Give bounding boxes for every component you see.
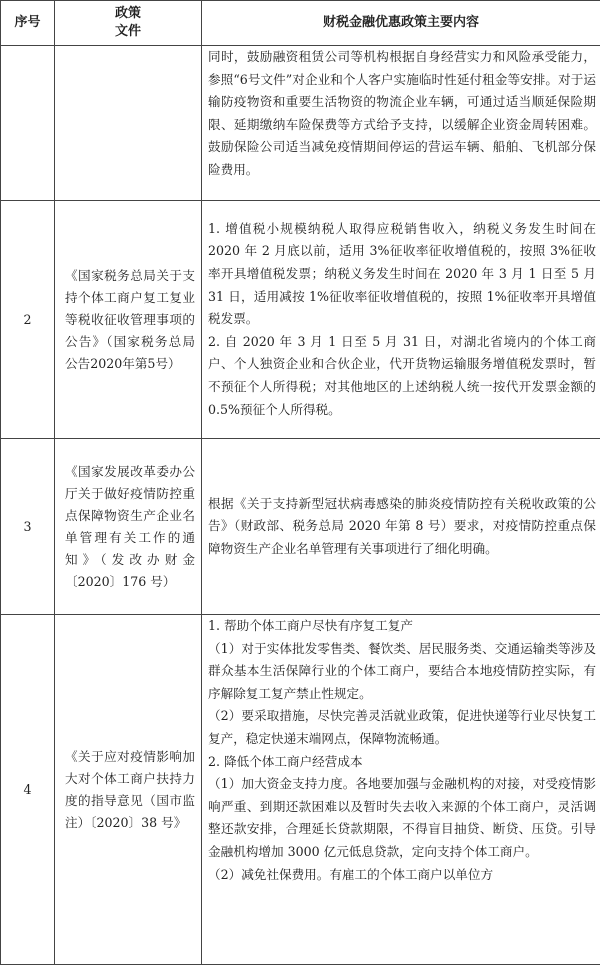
row-document: 《关于应对疫情影响加大对个体工商户扶持力度的指导意见（国市监注）〔2020〕38 号》 bbox=[55, 615, 202, 965]
row-document: 《国家税务总局关于支持个体工商户复工复业等税收征收管理事项的公告》（国家税务总局公告2020年第5号） bbox=[55, 201, 202, 439]
row-number bbox=[1, 46, 55, 201]
row-content bbox=[202, 439, 600, 615]
row-number: 2 bbox=[1, 201, 55, 439]
content-heading: 1. 帮助个体工商户尽快有序复工复产 bbox=[208, 618, 413, 633]
row-document: 《国家发展改革委办公厅关于做好疫情防控重点保障物资生产企业名单管理有关工作的通知》（发改办财金〔2020〕176 号） bbox=[55, 439, 202, 615]
row-content bbox=[202, 615, 600, 965]
header-content: 财税金融优惠政策主要内容 bbox=[202, 1, 600, 46]
header-doc-line2: 文件 bbox=[114, 24, 141, 39]
row-content bbox=[202, 201, 600, 439]
row-number: 4 bbox=[1, 615, 55, 965]
content-paragraph: （1）加大资金支持力度。各地要加强与金融机构的对接，对受疫情影响严重、到期还款困难以及暂时失去收入来源的个体工商户，灵活调整还款安排，合理延长贷款期限，不得盲目抽贷、断贷、压贷。引导金融机构增加 3000 亿元低息贷款，定向支持个体工商户。 bbox=[208, 776, 596, 859]
table-row bbox=[1, 439, 600, 615]
content-paragraph: 2. 自 2020 年 3 月 1 日至 5 月 31 日，对湖北省境内的个体工商户、个人独资企业和合伙企业，代开货物运输服务增值税发票时，暂不预征个人所得税；对其他地区的上述纳税人统一按代开发票金额的 0.5%预征个人所得税。 bbox=[208, 333, 596, 417]
content-paragraph: 1. 增值税小规模纳税人取得应税销售收入，纳税义务发生时间在 2020 年 2 月底以前，适用 3%征收率征收增值税的，按照 3%征收率开具增值税发票；纳税义务发生时间在 2020 年 3 月 1 日至 5 月 31 日，适用减按 1%征收率征收增值税的，按照 1%征收率开具增值税发票。 bbox=[208, 220, 596, 327]
table-row bbox=[1, 615, 600, 965]
content-heading: 2. 降低个体工商户经营成本 bbox=[208, 753, 363, 769]
content-paragraph: 同时，鼓励融资租赁公司等机构根据自身经营实力和风险承受能力，参照“6号文件”对企业和个人客户实施临时性延付租金等安排。对于运输防疫物资和重要生活物资的物流企业车辆，可通过适当顺延保险期限、延期缴纳车险保费等方式给予支持，以缓解企业资金周转困难。鼓励保险公司适当减免疫情期间停运的营运车辆、船舶、飞机部分保险费用。 bbox=[208, 49, 596, 177]
table-row bbox=[1, 201, 600, 439]
content-paragraph: （2）减免社保费用。有雇工的个体工商户以单位方 bbox=[208, 866, 494, 882]
row-document bbox=[55, 46, 202, 201]
row-number: 3 bbox=[1, 439, 55, 615]
table-row bbox=[1, 46, 600, 201]
row-content bbox=[202, 46, 600, 201]
content-paragraph: （1）对于实体批发零售类、餐饮类、居民服务类、交通运输类等涉及群众基本生活保障行业的个体工商户，要结合本地疫情防控实际，有序解除复工复产禁止性规定。 bbox=[208, 640, 596, 701]
table-header-row bbox=[1, 1, 600, 46]
header-no: 序号 bbox=[1, 1, 55, 46]
header-doc-line1: 政策 bbox=[114, 6, 141, 21]
content-paragraph: （2）要采取措施，尽快完善灵活就业政策，促进快递等行业尽快复工复产，稳定快递末端网点，保障物流畅通。 bbox=[208, 708, 596, 746]
content-paragraph: 根据《关于支持新型冠状病毒感染的肺炎疫情防控有关税收政策的公告》（财政部、税务总局 2020 年第 8 号）要求，对疫情防控重点保障物资生产企业名单管理有关事项进行了细化明确。 bbox=[208, 495, 596, 556]
header-doc bbox=[55, 1, 202, 46]
